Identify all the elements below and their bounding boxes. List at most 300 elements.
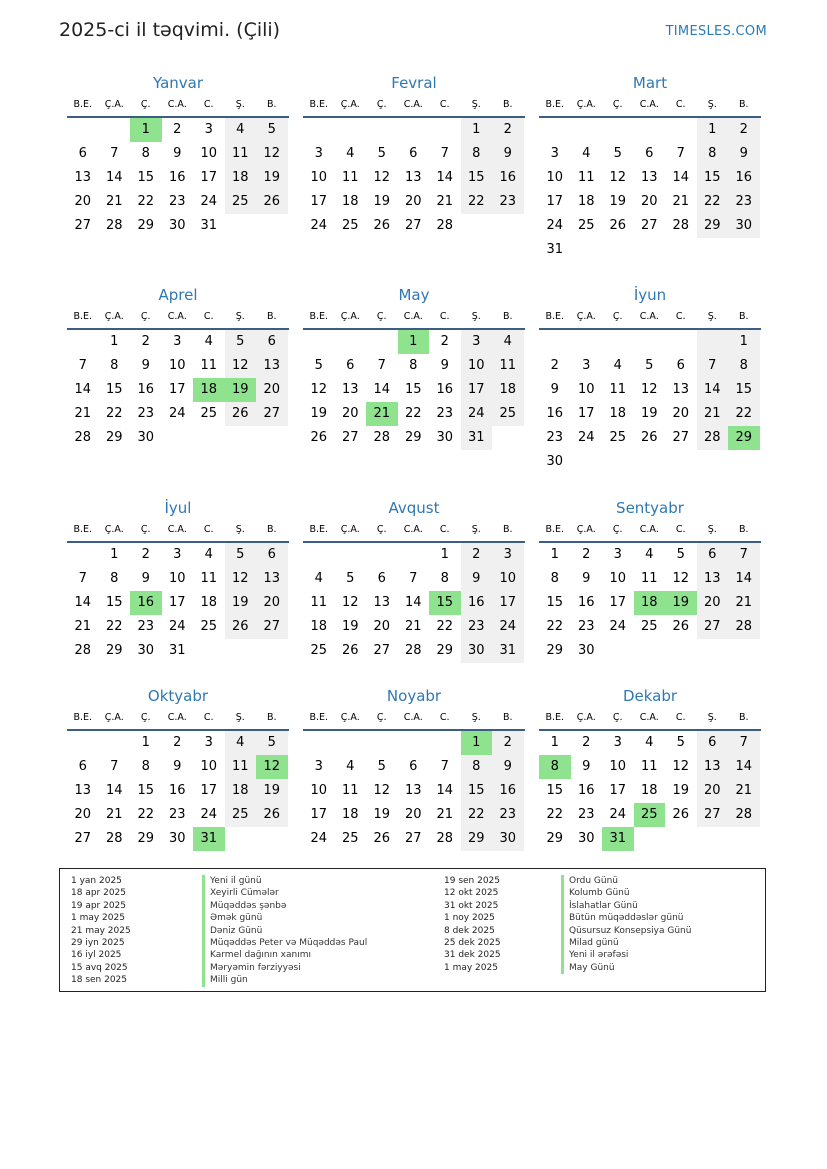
day-cell: 27: [697, 803, 729, 827]
day-cell: 8: [697, 142, 729, 166]
day-cell: 22: [546, 619, 564, 634]
weekday-header: [303, 306, 525, 330]
day-cell: 12: [310, 382, 328, 397]
day-cell: 22: [137, 807, 155, 822]
weekday-header: [67, 519, 289, 543]
day-cell: 3: [550, 146, 559, 161]
day-cell: 28: [74, 430, 92, 445]
day-cell: 16: [492, 779, 524, 803]
day-cell: 20: [74, 194, 92, 209]
day-cell: 22: [404, 406, 422, 421]
weekday-label: C.: [203, 311, 214, 322]
day-cell: 2: [550, 358, 559, 373]
day-cell: 6: [697, 731, 729, 755]
day-cell: 4: [225, 118, 257, 142]
day-cell: 4: [346, 146, 355, 161]
weekday-header: [67, 707, 289, 731]
month-title: Noyabr: [386, 687, 442, 705]
day-cell: 24: [461, 402, 493, 426]
day-cell: 21: [74, 619, 92, 634]
day-cell: 23: [436, 406, 454, 421]
day-cell: 12: [225, 567, 257, 591]
day-cell: 1: [697, 118, 729, 142]
day-cell: 16: [436, 382, 454, 397]
day-cell: 17: [461, 378, 493, 402]
day-cell: 4: [613, 358, 622, 373]
day-cell: 1: [550, 547, 559, 562]
day-cell: 28: [373, 430, 391, 445]
day-cell: 4: [314, 571, 323, 586]
day-cell: 11: [200, 571, 218, 586]
legend-holiday-name: Müqəddəs şənbə: [202, 900, 367, 912]
day-cell: 19: [640, 406, 658, 421]
weekday-label: Ç.: [376, 712, 387, 723]
empty-cell: [303, 731, 335, 755]
day-cell: 17: [577, 406, 595, 421]
day-cell: 24: [492, 615, 524, 639]
day-grid: [67, 118, 289, 238]
weekday-label: B.: [738, 311, 749, 322]
weekday-label: Ç.A.: [576, 712, 596, 723]
day-cell: 4: [645, 735, 654, 750]
weekday-label: B.E.: [73, 99, 93, 110]
weekday-label: C.A.: [403, 99, 423, 110]
day-cell: 13: [256, 354, 288, 378]
day-cell: 21: [436, 807, 454, 822]
day-cell: 20: [256, 378, 288, 402]
legend-date: 18 apr 2025: [71, 888, 127, 899]
day-cell: 2: [492, 731, 524, 755]
day-cell: 4: [346, 759, 355, 774]
day-cell: 3: [314, 759, 323, 774]
day-cell: 2: [440, 334, 449, 349]
day-cell: 30: [137, 643, 155, 658]
legend-holiday-name: Milli gün: [202, 974, 367, 986]
legend-holiday-name: Karmel dağının xanımı: [202, 949, 367, 961]
day-cell: 24: [577, 430, 595, 445]
weekday-label: Ç.: [612, 524, 623, 535]
empty-cell: [366, 543, 398, 567]
month-11: [303, 685, 525, 851]
day-cell: 14: [436, 783, 454, 798]
day-cell: 7: [728, 543, 760, 567]
day-cell: 7: [697, 354, 729, 378]
month-2: [303, 72, 525, 238]
day-cell: 21: [74, 406, 92, 421]
day-cell: 19: [225, 591, 257, 615]
weekday-header: [67, 306, 289, 330]
legend-holiday-name: Müqəddəs Peter və Müqəddəs Paul: [202, 937, 367, 949]
day-cell: 25: [640, 619, 658, 634]
day-cell: 16: [577, 595, 595, 610]
day-grid: [539, 543, 761, 663]
day-cell: 12: [256, 142, 288, 166]
legend-names-left: [202, 875, 367, 987]
day-cell: 27: [74, 831, 92, 846]
day-cell: 8: [409, 358, 418, 373]
day-cell: 14: [74, 595, 92, 610]
day-cell: 3: [613, 547, 622, 562]
empty-cell: [398, 118, 430, 142]
day-cell: 31: [492, 639, 524, 663]
day-grid: [303, 543, 525, 663]
day-cell: 26: [341, 643, 359, 658]
day-cell: 11: [225, 755, 257, 779]
day-cell: 17: [609, 595, 627, 610]
day-cell: 22: [137, 194, 155, 209]
weekday-label: C.: [675, 99, 686, 110]
month-9: [539, 497, 761, 663]
legend-date: 25 dek 2025: [444, 937, 501, 948]
day-cell: 8: [461, 142, 493, 166]
day-cell: 1: [110, 334, 119, 349]
weekday-label: Ç.A.: [104, 99, 124, 110]
day-cell: 3: [492, 543, 524, 567]
month-8: [303, 497, 525, 663]
weekday-label: C.A.: [639, 311, 659, 322]
month-title: Yanvar: [152, 74, 204, 92]
day-cell: 11: [225, 142, 257, 166]
day-cell: 15: [105, 595, 123, 610]
legend-date: 18 sen 2025: [71, 975, 128, 986]
month-10: [67, 685, 289, 851]
day-grid: [67, 330, 289, 450]
day-cell: 3: [461, 330, 493, 354]
empty-cell: [303, 330, 335, 354]
weekday-label: Ç.: [612, 712, 623, 723]
day-cell: 16: [461, 591, 493, 615]
day-cell: 27: [404, 218, 422, 233]
month-5: [303, 284, 525, 450]
day-cell: 6: [409, 759, 418, 774]
day-cell: 25: [200, 619, 218, 634]
weekday-label: B.E.: [545, 311, 565, 322]
day-cell: 29: [461, 827, 493, 851]
empty-cell: [99, 118, 131, 142]
day-grid: [539, 731, 761, 851]
weekday-label: B.: [502, 311, 513, 322]
day-cell: 17: [200, 783, 218, 798]
day-cell: 20: [74, 807, 92, 822]
month-title: Mart: [632, 74, 668, 92]
day-cell: 6: [256, 330, 288, 354]
legend-holiday-name: Yeni il günü: [202, 875, 367, 887]
weekday-label: Ç.A.: [104, 311, 124, 322]
day-cell: 3: [582, 358, 591, 373]
day-cell: 26: [225, 402, 257, 426]
weekday-label: Ş.: [707, 524, 717, 535]
brand-link[interactable]: TIMESLES.COM: [665, 24, 767, 39]
day-cell: 5: [225, 543, 257, 567]
day-cell: 8: [110, 358, 119, 373]
day-cell: 28: [672, 218, 690, 233]
day-cell: 14: [436, 170, 454, 185]
day-cell: 9: [141, 571, 150, 586]
weekday-label: C.: [203, 99, 214, 110]
legend-date: 21 may 2025: [71, 925, 131, 936]
day-cell: 20: [404, 194, 422, 209]
day-cell: 28: [728, 803, 760, 827]
day-cell: 24: [200, 194, 218, 209]
weekday-label: C.A.: [167, 99, 187, 110]
day-cell: 5: [225, 330, 257, 354]
legend-date: 1 may 2025: [444, 962, 498, 973]
day-grid: [303, 118, 525, 238]
day-cell: 14: [105, 783, 123, 798]
day-cell: 6: [78, 146, 87, 161]
weekday-label: C.A.: [167, 712, 187, 723]
day-cell: 21: [672, 194, 690, 209]
weekday-label: Ç.A.: [104, 524, 124, 535]
day-cell: 22: [461, 803, 493, 827]
day-cell: 9: [141, 358, 150, 373]
day-cell: 24: [200, 807, 218, 822]
day-cell: 4: [225, 731, 257, 755]
day-cell: 19: [256, 779, 288, 803]
weekday-label: B.E.: [545, 712, 565, 723]
day-cell: 15: [404, 382, 422, 397]
month-3: [539, 72, 761, 262]
weekday-label: C.A.: [403, 524, 423, 535]
empty-cell: [539, 330, 571, 354]
day-cell: 11: [492, 354, 524, 378]
weekday-label: Ç.: [140, 99, 151, 110]
day-cell: 19: [310, 406, 328, 421]
day-cell: 4: [582, 146, 591, 161]
day-cell: 28: [105, 831, 123, 846]
day-cell: 11: [200, 358, 218, 373]
weekday-label: Ç.: [376, 99, 387, 110]
day-cell: 4: [204, 334, 213, 349]
legend-holiday-name: Dəniz Günü: [202, 925, 367, 937]
holiday-day-cell: 19: [665, 591, 697, 615]
day-cell: 21: [105, 194, 123, 209]
day-cell: 16: [168, 170, 186, 185]
day-grid: [303, 330, 525, 450]
weekday-label: Ş.: [235, 712, 245, 723]
day-cell: 5: [314, 358, 323, 373]
day-cell: 31: [200, 218, 218, 233]
day-cell: 14: [373, 382, 391, 397]
day-cell: 26: [373, 831, 391, 846]
day-cell: 30: [168, 831, 186, 846]
day-cell: 23: [577, 619, 595, 634]
day-grid: [539, 118, 761, 262]
weekday-label: C.: [675, 311, 686, 322]
holiday-day-cell: 21: [366, 402, 398, 426]
day-cell: 18: [492, 378, 524, 402]
day-cell: 5: [256, 731, 288, 755]
weekday-label: Ç.A.: [340, 99, 360, 110]
day-cell: 24: [168, 619, 186, 634]
day-cell: 25: [200, 406, 218, 421]
day-cell: 29: [697, 214, 729, 238]
day-cell: 19: [609, 194, 627, 209]
legend-date: 16 iyl 2025: [71, 950, 122, 961]
weekday-label: C.A.: [639, 524, 659, 535]
legend-holiday-name: Əmək günü: [202, 912, 367, 924]
day-cell: 6: [78, 759, 87, 774]
day-cell: 2: [492, 118, 524, 142]
day-cell: 2: [141, 547, 150, 562]
day-cell: 2: [141, 334, 150, 349]
day-cell: 24: [546, 218, 564, 233]
day-cell: 3: [173, 334, 182, 349]
day-cell: 24: [609, 619, 627, 634]
day-cell: 23: [137, 619, 155, 634]
day-cell: 25: [577, 218, 595, 233]
day-cell: 4: [645, 547, 654, 562]
day-cell: 16: [137, 382, 155, 397]
empty-cell: [67, 731, 99, 755]
day-cell: 23: [728, 190, 760, 214]
day-cell: 7: [440, 759, 449, 774]
day-cell: 29: [137, 218, 155, 233]
day-cell: 25: [341, 218, 359, 233]
day-cell: 2: [728, 118, 760, 142]
day-cell: 15: [137, 170, 155, 185]
day-cell: 21: [105, 807, 123, 822]
day-cell: 18: [341, 194, 359, 209]
weekday-label: Ç.A.: [340, 712, 360, 723]
weekday-label: Ç.A.: [340, 524, 360, 535]
weekday-label: Ç.: [612, 99, 623, 110]
weekday-label: Ç.A.: [104, 712, 124, 723]
day-cell: 10: [310, 170, 328, 185]
weekday-label: Ş.: [707, 99, 717, 110]
day-cell: 4: [204, 547, 213, 562]
weekday-label: Ç.: [140, 524, 151, 535]
day-cell: 7: [110, 146, 119, 161]
day-cell: 9: [173, 146, 182, 161]
day-cell: 25: [225, 190, 257, 214]
legend-date: 1 may 2025: [71, 913, 125, 924]
day-cell: 25: [225, 803, 257, 827]
day-cell: 2: [173, 122, 182, 137]
legend-holiday-name: Qüsursuz Konsepsiya Günü: [561, 925, 691, 937]
day-cell: 12: [341, 595, 359, 610]
day-cell: 26: [310, 430, 328, 445]
day-cell: 28: [436, 218, 454, 233]
day-cell: 11: [609, 382, 627, 397]
empty-cell: [697, 330, 729, 354]
day-grid: [539, 330, 761, 474]
month-12: [539, 685, 761, 851]
day-cell: 13: [404, 783, 422, 798]
day-cell: 14: [105, 170, 123, 185]
weekday-label: B.: [266, 712, 277, 723]
day-cell: 17: [492, 591, 524, 615]
month-title: Sentyabr: [616, 499, 684, 517]
day-cell: 14: [728, 567, 760, 591]
empty-cell: [665, 330, 697, 354]
day-cell: 28: [697, 426, 729, 450]
day-cell: 19: [373, 194, 391, 209]
weekday-label: Ç.: [612, 311, 623, 322]
day-cell: 20: [697, 591, 729, 615]
day-cell: 6: [256, 543, 288, 567]
weekday-label: C.: [203, 712, 214, 723]
day-cell: 13: [404, 170, 422, 185]
weekday-label: B.E.: [73, 712, 93, 723]
day-cell: 22: [461, 190, 493, 214]
day-cell: 15: [105, 382, 123, 397]
legend-date: 1 noy 2025: [444, 913, 495, 924]
empty-cell: [429, 731, 461, 755]
day-cell: 25: [341, 831, 359, 846]
weekday-label: Ş.: [707, 712, 717, 723]
day-cell: 25: [492, 402, 524, 426]
weekday-label: C.A.: [639, 712, 659, 723]
weekday-label: C.A.: [639, 99, 659, 110]
day-cell: 10: [200, 759, 218, 774]
day-cell: 7: [409, 571, 418, 586]
day-cell: 12: [225, 354, 257, 378]
day-cell: 5: [377, 759, 386, 774]
day-cell: 6: [645, 146, 654, 161]
day-cell: 9: [550, 382, 559, 397]
weekday-label: Ç.: [140, 712, 151, 723]
day-cell: 28: [436, 831, 454, 846]
day-cell: 7: [78, 571, 87, 586]
day-cell: 12: [373, 170, 391, 185]
weekday-label: C.A.: [167, 524, 187, 535]
day-cell: 7: [78, 358, 87, 373]
empty-cell: [571, 118, 603, 142]
legend-date: 31 dek 2025: [444, 950, 501, 961]
weekday-label: C.: [439, 99, 450, 110]
day-cell: 21: [404, 619, 422, 634]
holiday-day-cell: 29: [728, 426, 760, 450]
day-cell: 27: [373, 643, 391, 658]
day-cell: 24: [310, 831, 328, 846]
day-cell: 19: [341, 619, 359, 634]
legend-date: 31 okt 2025: [444, 900, 499, 911]
legend-dates-left: [71, 875, 131, 987]
weekday-label: B.: [738, 524, 749, 535]
day-cell: 18: [609, 406, 627, 421]
weekday-header: [539, 707, 761, 731]
weekday-label: C.A.: [403, 712, 423, 723]
day-cell: 23: [137, 406, 155, 421]
day-cell: 27: [404, 831, 422, 846]
day-cell: 20: [341, 406, 359, 421]
weekday-label: Ş.: [235, 99, 245, 110]
day-cell: 30: [461, 639, 493, 663]
day-cell: 9: [461, 567, 493, 591]
day-cell: 15: [461, 779, 493, 803]
day-cell: 7: [440, 146, 449, 161]
day-cell: 16: [728, 166, 760, 190]
month-title: İyun: [633, 286, 667, 304]
holiday-day-cell: 18: [634, 591, 666, 615]
day-cell: 23: [461, 615, 493, 639]
day-cell: 5: [377, 146, 386, 161]
day-cell: 2: [582, 547, 591, 562]
weekday-label: B.: [738, 99, 749, 110]
weekday-label: Ş.: [471, 524, 481, 535]
day-cell: 11: [341, 783, 359, 798]
legend-holiday-name: Bütün müqəddəslər günü: [561, 912, 691, 924]
day-cell: 27: [256, 402, 288, 426]
day-cell: 29: [105, 643, 123, 658]
day-cell: 23: [492, 803, 524, 827]
day-cell: 23: [546, 430, 564, 445]
day-cell: 26: [225, 615, 257, 639]
day-cell: 10: [577, 382, 595, 397]
day-grid: [67, 731, 289, 851]
day-cell: 10: [310, 783, 328, 798]
